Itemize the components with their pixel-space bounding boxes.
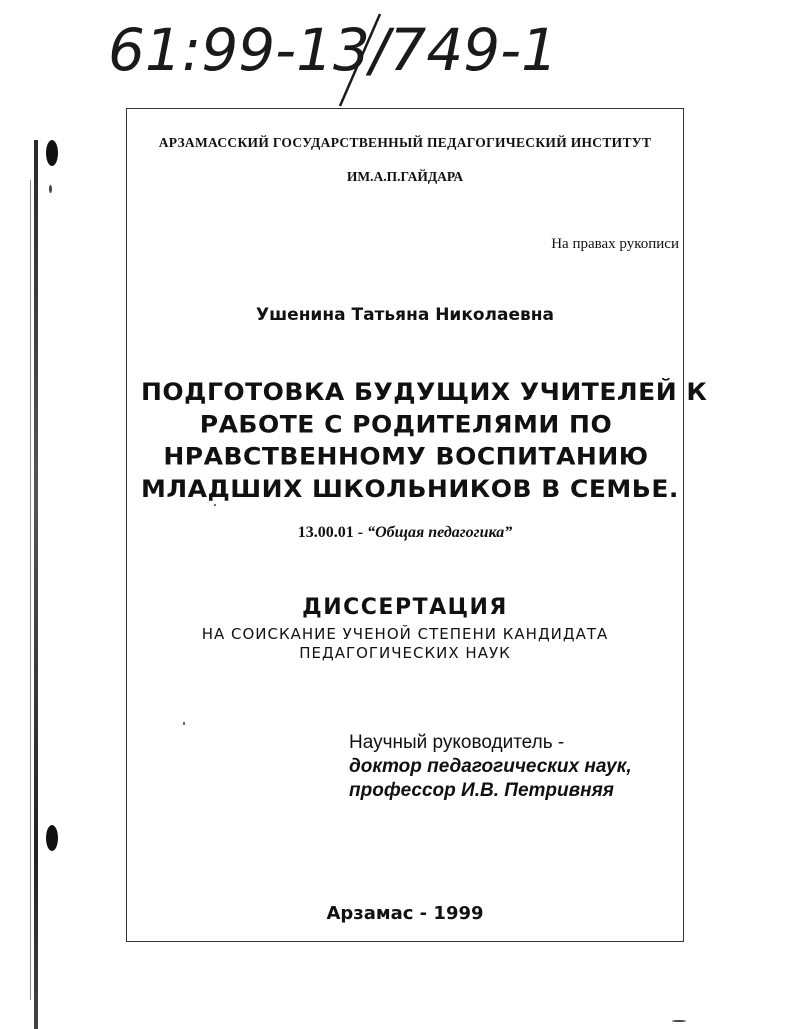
archive-number-text: 61:99-13/749-1 — [108, 16, 558, 84]
punch-hole-mark — [46, 140, 58, 166]
title-line: ПОДГОТОВКА БУДУЩИХ УЧИТЕЛЕЙ К — [141, 378, 708, 406]
dissertation-title — [141, 376, 708, 505]
rights-note: На правах рукописи — [551, 236, 679, 252]
punch-hole-mark — [46, 825, 58, 851]
supervisor-name: профессор И.В. Петривняя — [349, 780, 614, 801]
supervisor-label: Научный руководитель - — [349, 732, 565, 753]
scan-speck — [183, 722, 185, 725]
title-line: РАБОТЕ С РОДИТЕЛЯМИ ПО — [199, 410, 613, 439]
scan-binding-line — [30, 180, 31, 1000]
scan-speck — [49, 185, 52, 193]
title-line: НРАВСТВЕННОМУ ВОСПИТАНИЮ — [163, 442, 649, 471]
author-name: Ушенина Татьяна Николаевна — [256, 305, 554, 325]
specialty-code: 13.00.01 - — [297, 524, 364, 541]
scan-speck — [672, 1020, 686, 1022]
archive-number-handwritten — [108, 8, 628, 108]
supervisor-block — [349, 731, 632, 803]
document-type: ДИССЕРТАЦИЯ — [302, 595, 508, 620]
city-year: Арзамас - 1999 — [326, 903, 484, 924]
specialty — [127, 524, 683, 542]
specialty-name: “Общая педагогика” — [367, 524, 513, 541]
supervisor-degree: доктор педагогических наук, — [349, 756, 632, 777]
scan-speck — [214, 504, 216, 506]
institute-name: АРЗАМАССКИЙ ГОСУДАРСТВЕННЫЙ ПЕДАГОГИЧЕСКИЙ ИНСТИТУТ — [158, 134, 652, 151]
title-line: МЛАДШИХ ШКОЛЬНИКОВ В СЕМЬЕ. — [141, 475, 679, 503]
title-page-frame — [126, 108, 708, 942]
scan-binding-edge — [34, 140, 38, 1029]
degree-line: ПЕДАГОГИЧЕСКИХ НАУК — [299, 644, 511, 662]
degree-line: НА СОИСКАНИЕ УЧЕНОЙ СТЕПЕНИ КАНДИДАТА — [201, 625, 609, 643]
institute-subtitle: ИМ.А.П.ГАЙДАРА — [346, 169, 464, 184]
